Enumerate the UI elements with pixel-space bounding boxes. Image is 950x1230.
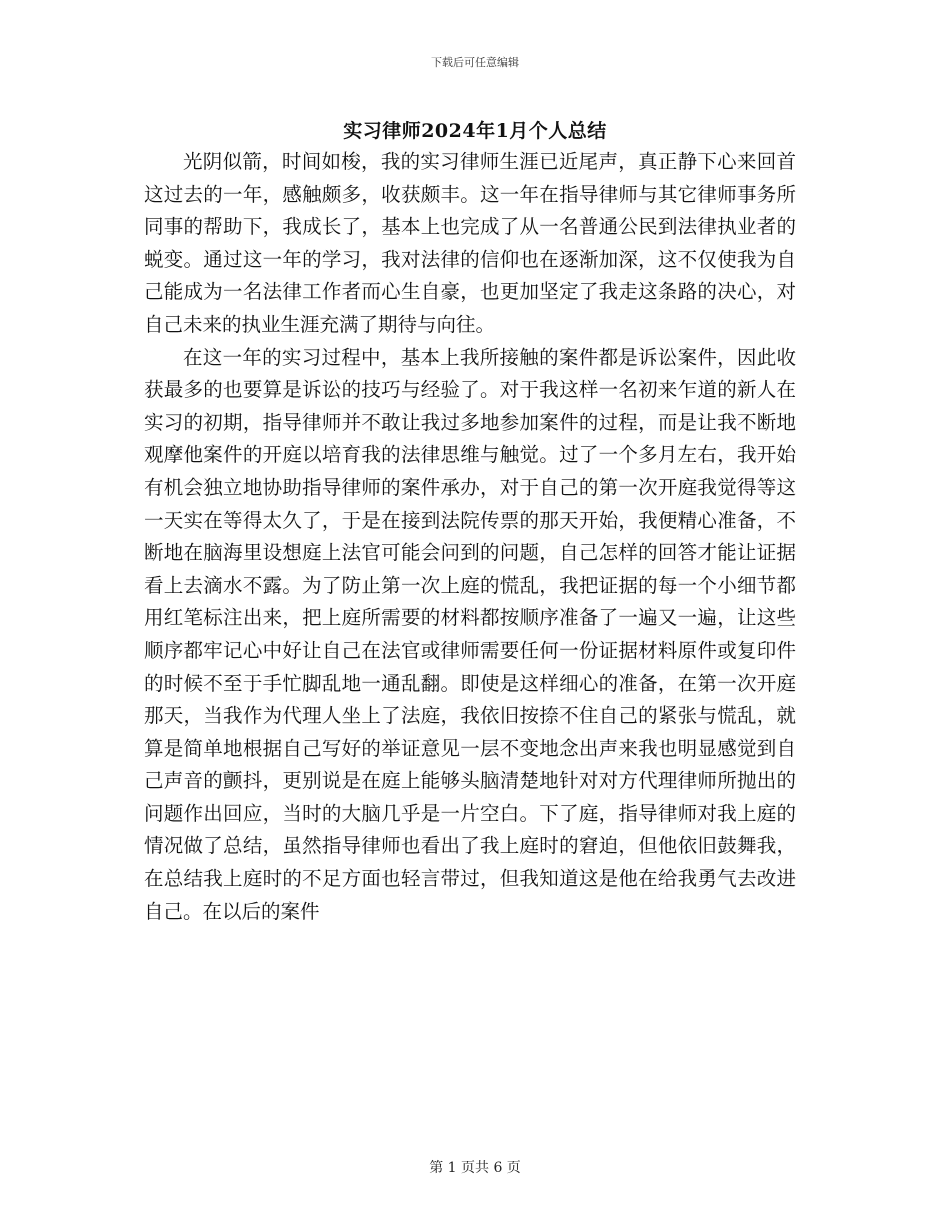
paragraph: 在这一年的实习过程中，基本上我所接触的案件都是诉讼案件，因此收获最多的也要算是诉讼的技巧与经验了。对于我这样一名初来乍道的新人在实习的初期，指导律师并不敢让我过多地参加案件的过程，而是让我不断地观摩他案件的开庭以培育我的法律思维与触觉。过了一个多月左右，我开始有机会独立地协助指导律师的案件承办，对于自己的第一次开庭我觉得等这一天实在等得太久了，于是在接到法院传票的那天开始，我便精心准备，不断地在脑海里设想庭上法官可能会问到的问题，自己怎样的回答才能让证据看上去滴水不露。为了防止第一次上庭的慌乱，我把证据的每一个小细节都用红笔标注出来，把上庭所需要的材料都按顺序准备了一遍又一遍，让这些顺序都牢记心中好让自己在法官或律师需要任何一份证据材料原件或复印件的时候不至于手忙脚乱地一通乱翻。即使是这样细心的准备，在第一次开庭那天，当我作为代理人坐上了法庭，我依旧按捺不住自己的紧张与慌乱，就算是简单地根据自己写好的举证意见一层不变地念出声来我也明显感觉到自己声音的颤抖，更别说是在庭上能够头脑清楚地针对对方代理律师所抛出的问题作出回应，当时的大脑几乎是一片空白。下了庭，指导律师对我上庭的情况做了总结，虽然指导律师也看出了我上庭时的窘迫，但他依旧鼓舞我，在总结我上庭时的不足方面也轻言带过，但我知道这是他在给我勇气去改进自己。在以后的案件 <box>144 345 796 923</box>
page-number: 第 1 页共 6 页 <box>429 1160 521 1176</box>
document-body <box>144 146 796 928</box>
paragraph: 光阴似箭，时间如梭，我的实习律师生涯已近尾声，真正静下心来回首这过去的一年，感触颇多，收获颇丰。这一年在指导律师与其它律师事务所同事的帮助下，我成长了，基本上也完成了从一名普通公民到法律执业者的蜕变。通过这一年的学习，我对法律的信仰也在逐渐加深，这不仅使我为自己能成为一名法律工作者而心生自豪，也更加坚定了我走这条路的决心，对自己未来的执业生涯充满了期待与向往。 <box>144 150 796 336</box>
document-title: 实习律师2024年1月个人总结 <box>343 120 607 142</box>
header-note: 下载后可任意编辑 <box>431 56 519 69</box>
